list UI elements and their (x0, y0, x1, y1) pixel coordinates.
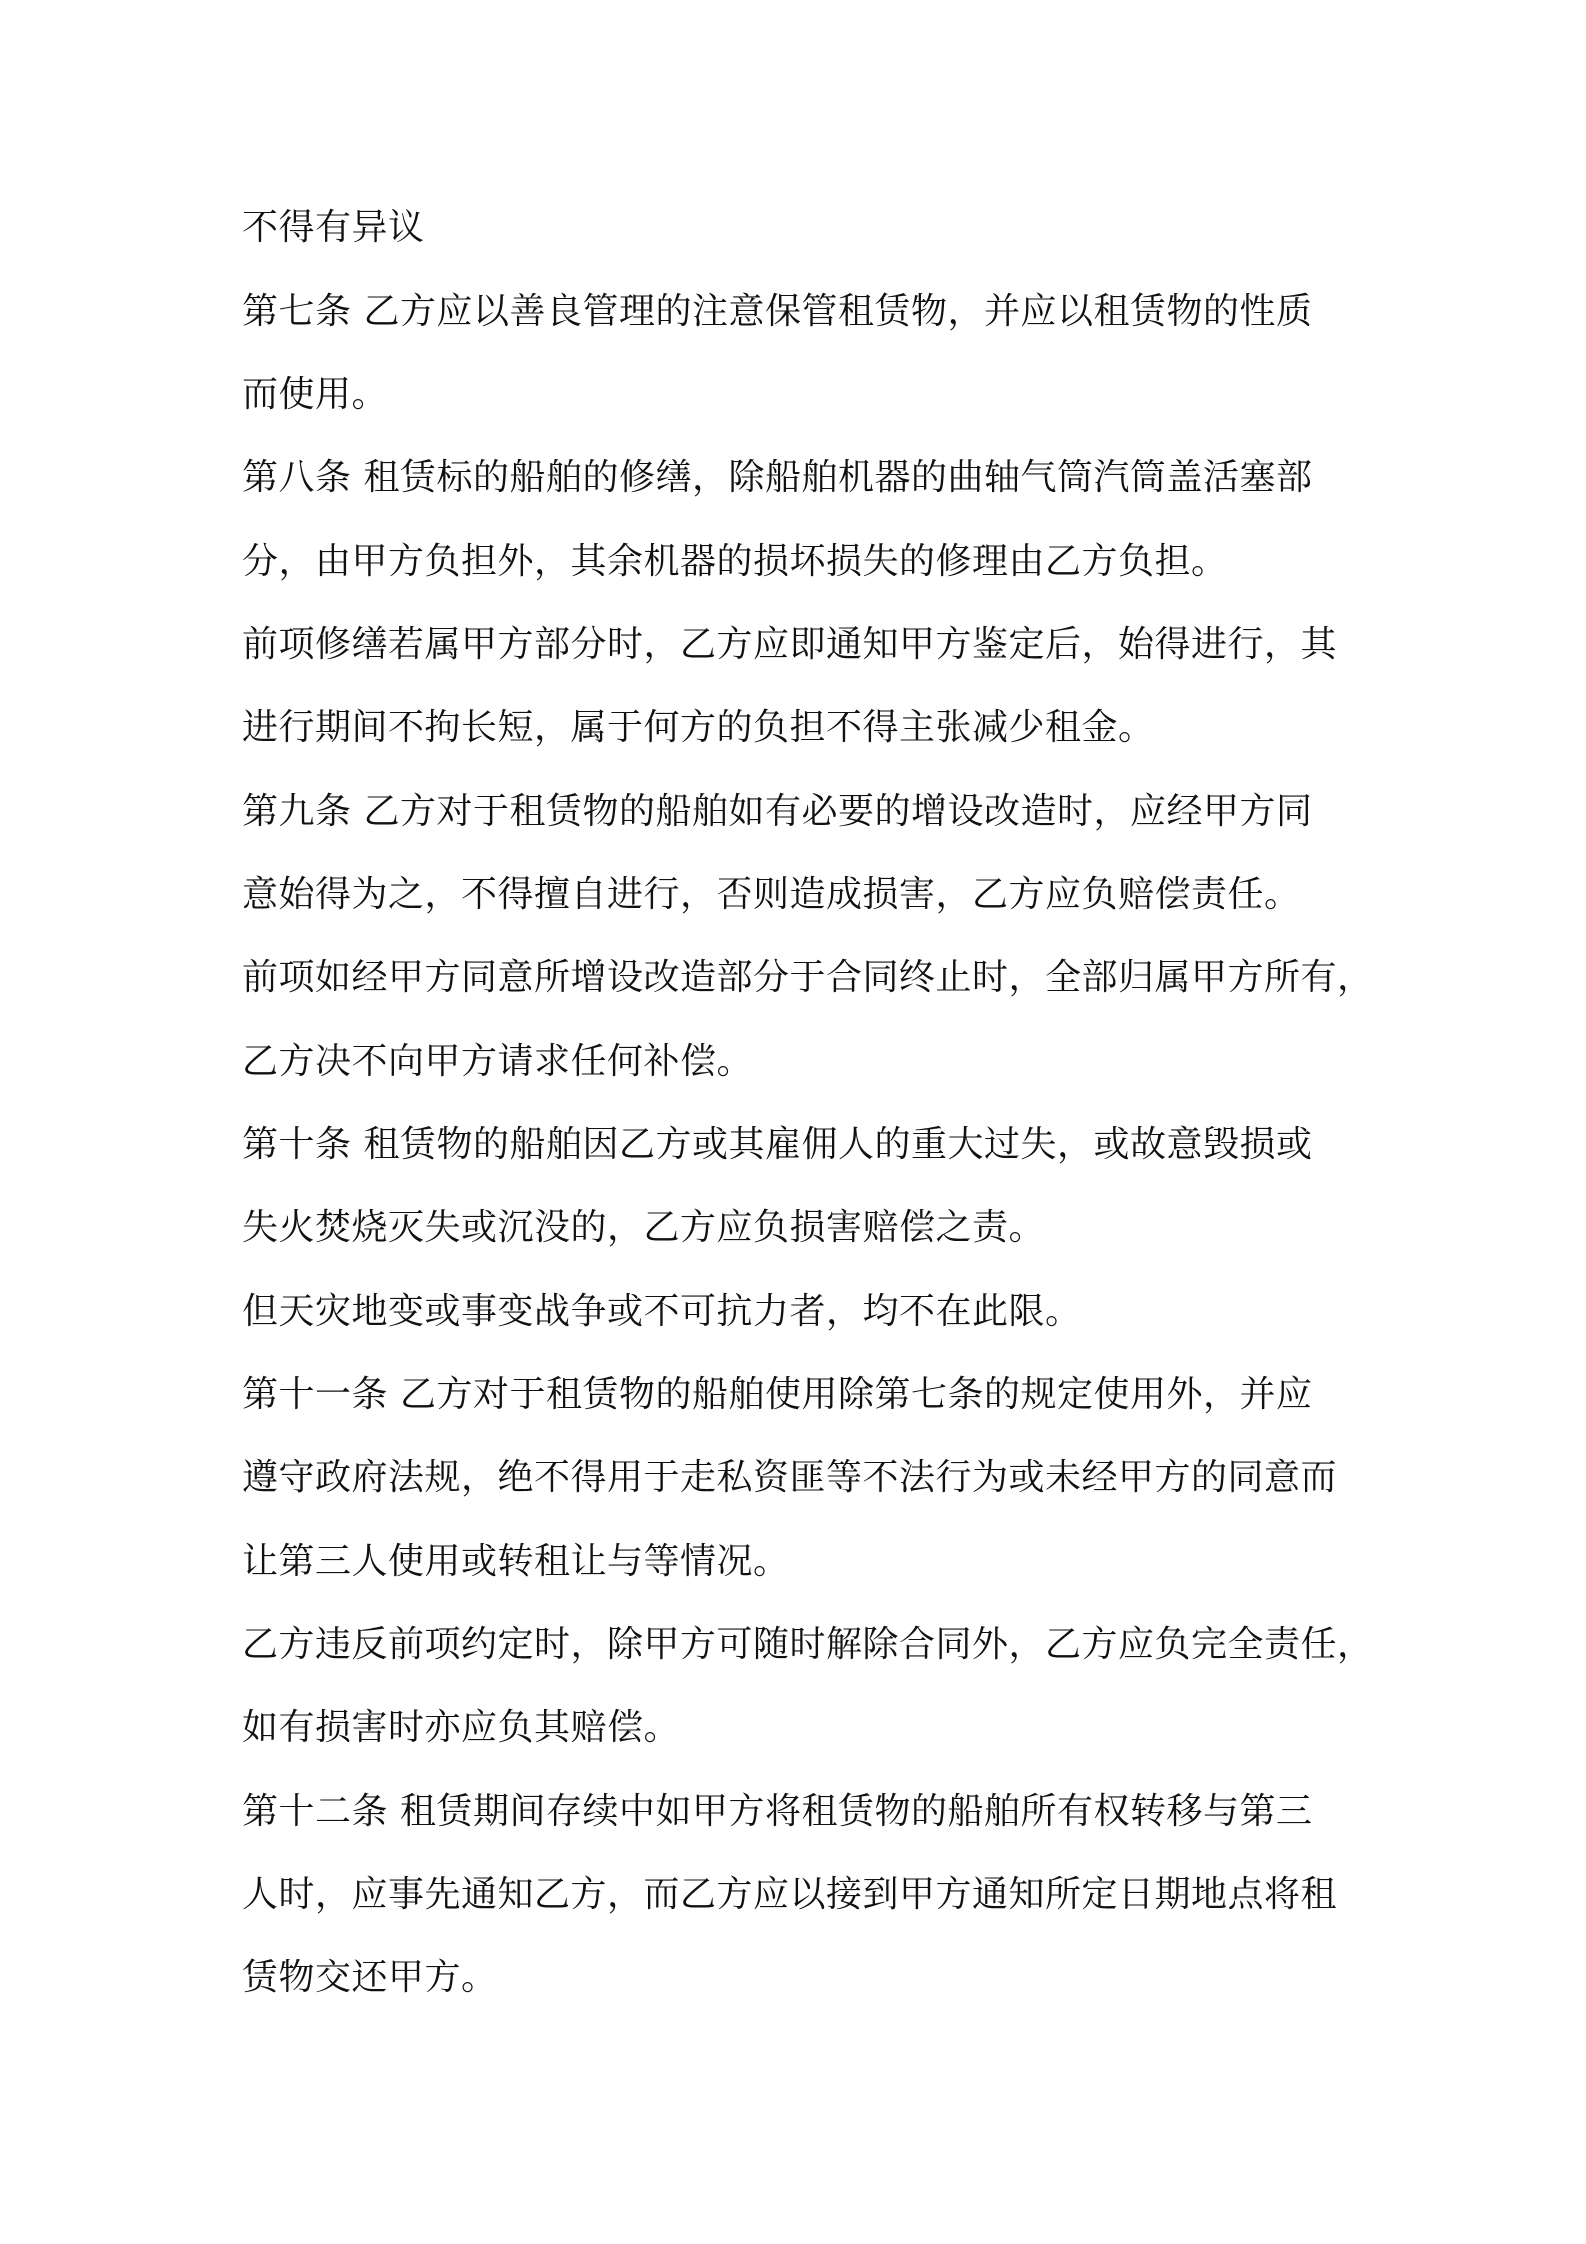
text-line: 第七条 乙方应以善良管理的注意保管租赁物，并应以租赁物的性质 (242, 291, 1313, 332)
text-line: 进行期间不拘长短，属于何方的负担不得主张减少租金。 (242, 707, 1155, 748)
text-line: 第十二条 租赁期间存续中如甲方将租赁物的船舶所有权转移与第三 (242, 1791, 1313, 1832)
text-line: 第十一条 乙方对于租赁物的船舶使用除第七条的规定使用外，并应 (242, 1374, 1313, 1415)
text-line: 前项修缮若属甲方部分时，乙方应即通知甲方鉴定后，始得进行，其 (242, 624, 1338, 665)
text-line: 意始得为之，不得擅自进行，否则造成损害，乙方应负赔偿责任。 (242, 874, 1301, 915)
text-line: 但天灾地变或事变战争或不可抗力者，均不在此限。 (242, 1291, 1082, 1332)
text-line: 遵守政府法规，绝不得用于走私资匪等不法行为或未经甲方的同意而 (242, 1457, 1338, 1498)
text-line: 乙方违反前项约定时，除甲方可随时解除合同外，乙方应负完全责任， (242, 1624, 1374, 1665)
text-line: 而使用。 (242, 374, 389, 415)
text-line: 第八条 租赁标的船舶的修缮，除船舶机器的曲轴气筒汽筒盖活塞部 (242, 457, 1313, 498)
text-line: 人时，应事先通知乙方，而乙方应以接到甲方通知所定日期地点将租 (242, 1874, 1338, 1915)
text-line: 乙方决不向甲方请求任何补偿。 (242, 1041, 754, 1082)
text-line: 第十条 租赁物的船舶因乙方或其雇佣人的重大过失，或故意毁损或 (242, 1124, 1313, 1165)
text-line: 失火焚烧灭失或沉没的，乙方应负损害赔偿之责。 (242, 1207, 1046, 1248)
text-line: 赁物交还甲方。 (242, 1957, 498, 1998)
text-line: 如有损害时亦应负其赔偿。 (242, 1707, 681, 1748)
text-line: 不得有异议 (242, 207, 425, 248)
text-line: 让第三人使用或转租让与等情况。 (242, 1541, 790, 1582)
text-line: 第九条 乙方对于租赁物的船舶如有必要的增设改造时，应经甲方同 (242, 791, 1313, 832)
text-line: 前项如经甲方同意所增设改造部分于合同终止时，全部归属甲方所有， (242, 957, 1374, 998)
text-line: 分，由甲方负担外，其余机器的损坏损失的修理由乙方负担。 (242, 541, 1228, 582)
